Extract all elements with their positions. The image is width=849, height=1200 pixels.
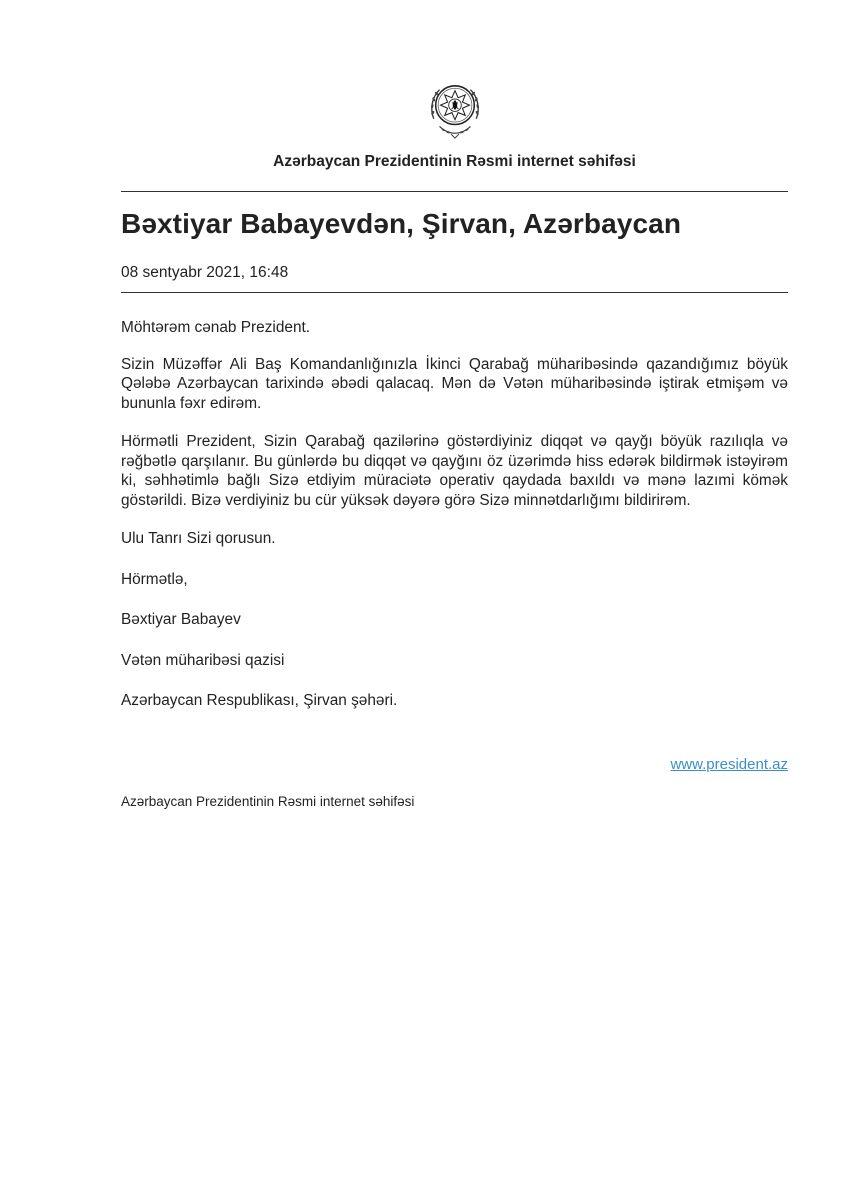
title-divider	[121, 292, 788, 293]
body-paragraph: Hörmətli Prezident, Sizin Qarabağ qazilərinə göstərdiyiniz diqqət və qayğı böyük razılıqla və rəğbətlə qarşılanır. Bu günlərdə bu diqqət və qayğını öz üzərimdə hiss edərək bildirmək istəyirəm ki, səhhətimlə bağlı Sizə etdiyim müraciətə operativ qaydada baxıldı və mənə lazımi kömək göstərildi. Bizə verdiyiniz bu cür yüksək dəyərə görə Sizə minnətdarlığımı bildirirəm.	[121, 433, 788, 509]
article-body	[121, 318, 788, 732]
article-title: Bəxtiyar Babayevdən, Şirvan, Azərbaycan	[121, 208, 682, 239]
site-name-header: Azərbaycan Prezidentinin Rəsmi internet səhifəsi	[273, 153, 636, 170]
signer-name: Bəxtiyar Babayev	[121, 611, 241, 628]
source-link-row	[670, 756, 788, 773]
state-emblem-icon	[426, 80, 484, 140]
body-paragraph: Sizin Müzəffər Ali Baş Komandanlığınızla İkinci Qarabağ müharibəsində qazandığımız böyük Qələbə Azərbaycan tarixində əbədi qalacaq. Mən də Vətən müharibəsində iştirak etmişəm və bununla fəxr edirəm.	[121, 355, 788, 412]
header-divider	[121, 191, 788, 192]
signer-location: Azərbaycan Respublikası, Şirvan şəhəri.	[121, 692, 398, 709]
footer-site-name: Azərbaycan Prezidentinin Rəsmi internet səhifəsi	[121, 794, 415, 809]
signer-role: Vətən müharibəsi qazisi	[121, 651, 285, 669]
article-date: 08 sentyabr 2021, 16:48	[121, 264, 289, 281]
closing-line: Hörmətlə,	[121, 570, 188, 588]
blessing-line: Ulu Tanrı Sizi qorusun.	[121, 530, 276, 547]
greeting-paragraph: Möhtərəm cənab Prezident.	[121, 319, 311, 336]
president-az-link[interactable]: www.president.az	[670, 756, 788, 773]
